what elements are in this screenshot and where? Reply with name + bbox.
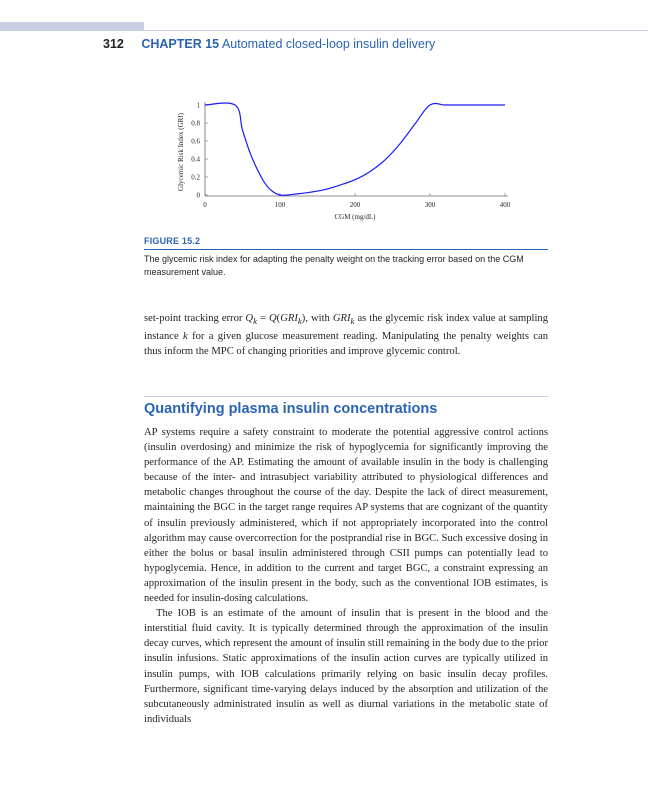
gri-chart bbox=[170, 96, 530, 232]
header-rule bbox=[144, 30, 648, 31]
y-axis-label: Glycemic Risk Index (GRI) bbox=[177, 113, 185, 191]
section-rule bbox=[144, 396, 548, 397]
y-tick-label: 0 bbox=[196, 191, 200, 200]
math-symbol: GRI bbox=[332, 313, 351, 324]
math-symbol: k bbox=[183, 331, 188, 343]
text-run: for a given glucose measurement reading. Manipulating the penalty weights can thus inform the MPC of changing priorities and improve glycemic control. bbox=[144, 331, 549, 358]
section-body bbox=[144, 425, 548, 727]
x-tick-label: 400 bbox=[499, 201, 511, 209]
chart-axes bbox=[191, 101, 511, 209]
chapter-label: CHAPTER 15 bbox=[141, 37, 220, 51]
math-symbol: Q bbox=[269, 313, 277, 324]
paragraph-tracking-error bbox=[144, 311, 548, 359]
text-run: , with bbox=[305, 313, 333, 324]
chapter-title: Automated closed-loop insulin delivery bbox=[221, 37, 436, 51]
figure-label: FIGURE 15.2 bbox=[144, 236, 548, 250]
x-tick-label: 200 bbox=[349, 201, 361, 209]
math-symbol: Q bbox=[245, 313, 254, 324]
running-header bbox=[103, 37, 435, 51]
text-run: as the glycemic risk index value at sampling instance bbox=[144, 313, 549, 343]
x-tick-label: 300 bbox=[424, 201, 436, 209]
x-tick-label: 100 bbox=[274, 201, 286, 209]
gri-series-line bbox=[205, 103, 505, 195]
math-subscript: k bbox=[297, 316, 302, 327]
math-subscript: k bbox=[350, 316, 355, 327]
header-color-bar bbox=[0, 22, 144, 31]
figure-caption bbox=[144, 236, 548, 279]
x-axis-label: CGM (mg/dL) bbox=[334, 213, 376, 221]
text-run: set-point tracking error bbox=[144, 313, 246, 324]
y-tick-label: 0.4 bbox=[191, 155, 200, 164]
paragraph-ap-safety: AP systems require a safety constraint to moderate the potential aggressive control actions (insulin overdosing) and minimize the risk of hypoglycemia for significantly improving the performance of the AP. Estimating the amount of available insulin in the body is challenging because of the inter- and intrasubject variability attributed to physiological differences and metabolic changes throughout the course of the day. Despite the lack of direct measurement, maintaining the BGC in the target range requires AP systems that are cognizant of the quantity of insulin previously administered, which if not appropriately incorporated into the control algorithm may cause overcorrection for the postprandial rise in BGC. Such excessive dosing in either the bolus or basal insulin administered through CSII pumps can potentially lead to hypoglycemia. Hence, in addition to the current and target BGC, a constraint expressing an approximation of the insulin present in the body, such as the conventional IOB estimates, is needed for insulin-dosing calculations. bbox=[144, 427, 548, 605]
y-tick-label: 0.2 bbox=[191, 173, 200, 182]
math-paren: ) bbox=[301, 313, 306, 324]
math-symbol: GRI bbox=[280, 313, 298, 324]
section-heading: Quantifying plasma insulin concentrations bbox=[144, 401, 438, 417]
figure-caption-text: The glycemic risk index for adapting the penalty weight on the tracking error based on the CGM measurement value. bbox=[144, 254, 524, 277]
y-tick-label: 1 bbox=[196, 101, 200, 110]
x-tick-label: 0 bbox=[203, 201, 207, 209]
paragraph-text bbox=[144, 311, 548, 359]
math-paren: ( bbox=[276, 313, 281, 324]
y-tick-label: 0.8 bbox=[191, 119, 200, 128]
gri-figure bbox=[170, 96, 530, 232]
y-tick-label: 0.6 bbox=[191, 137, 200, 146]
math-operator: = bbox=[257, 313, 270, 324]
page-number: 312 bbox=[103, 37, 124, 51]
paragraph-iob: The IOB is an estimate of the amount of insulin that is present in the blood and the interstitial fluid cavity. It is typically determined through the approximation of the insulin decay curves, which represent the amount of insulin still remaining in the body due to the prior insulin infusions. Static approximations of the insulin action curves are typically utilized in insulin pumps, with IOB calculations primarily relying on basic insulin decay profiles. Furthermore, significant time-varying delays induced by the absorption and utilization of the subcutaneously administrated insulin as well as diurnal variations in the metabolic state of individuals bbox=[144, 608, 548, 725]
math-subscript: k bbox=[253, 316, 257, 327]
